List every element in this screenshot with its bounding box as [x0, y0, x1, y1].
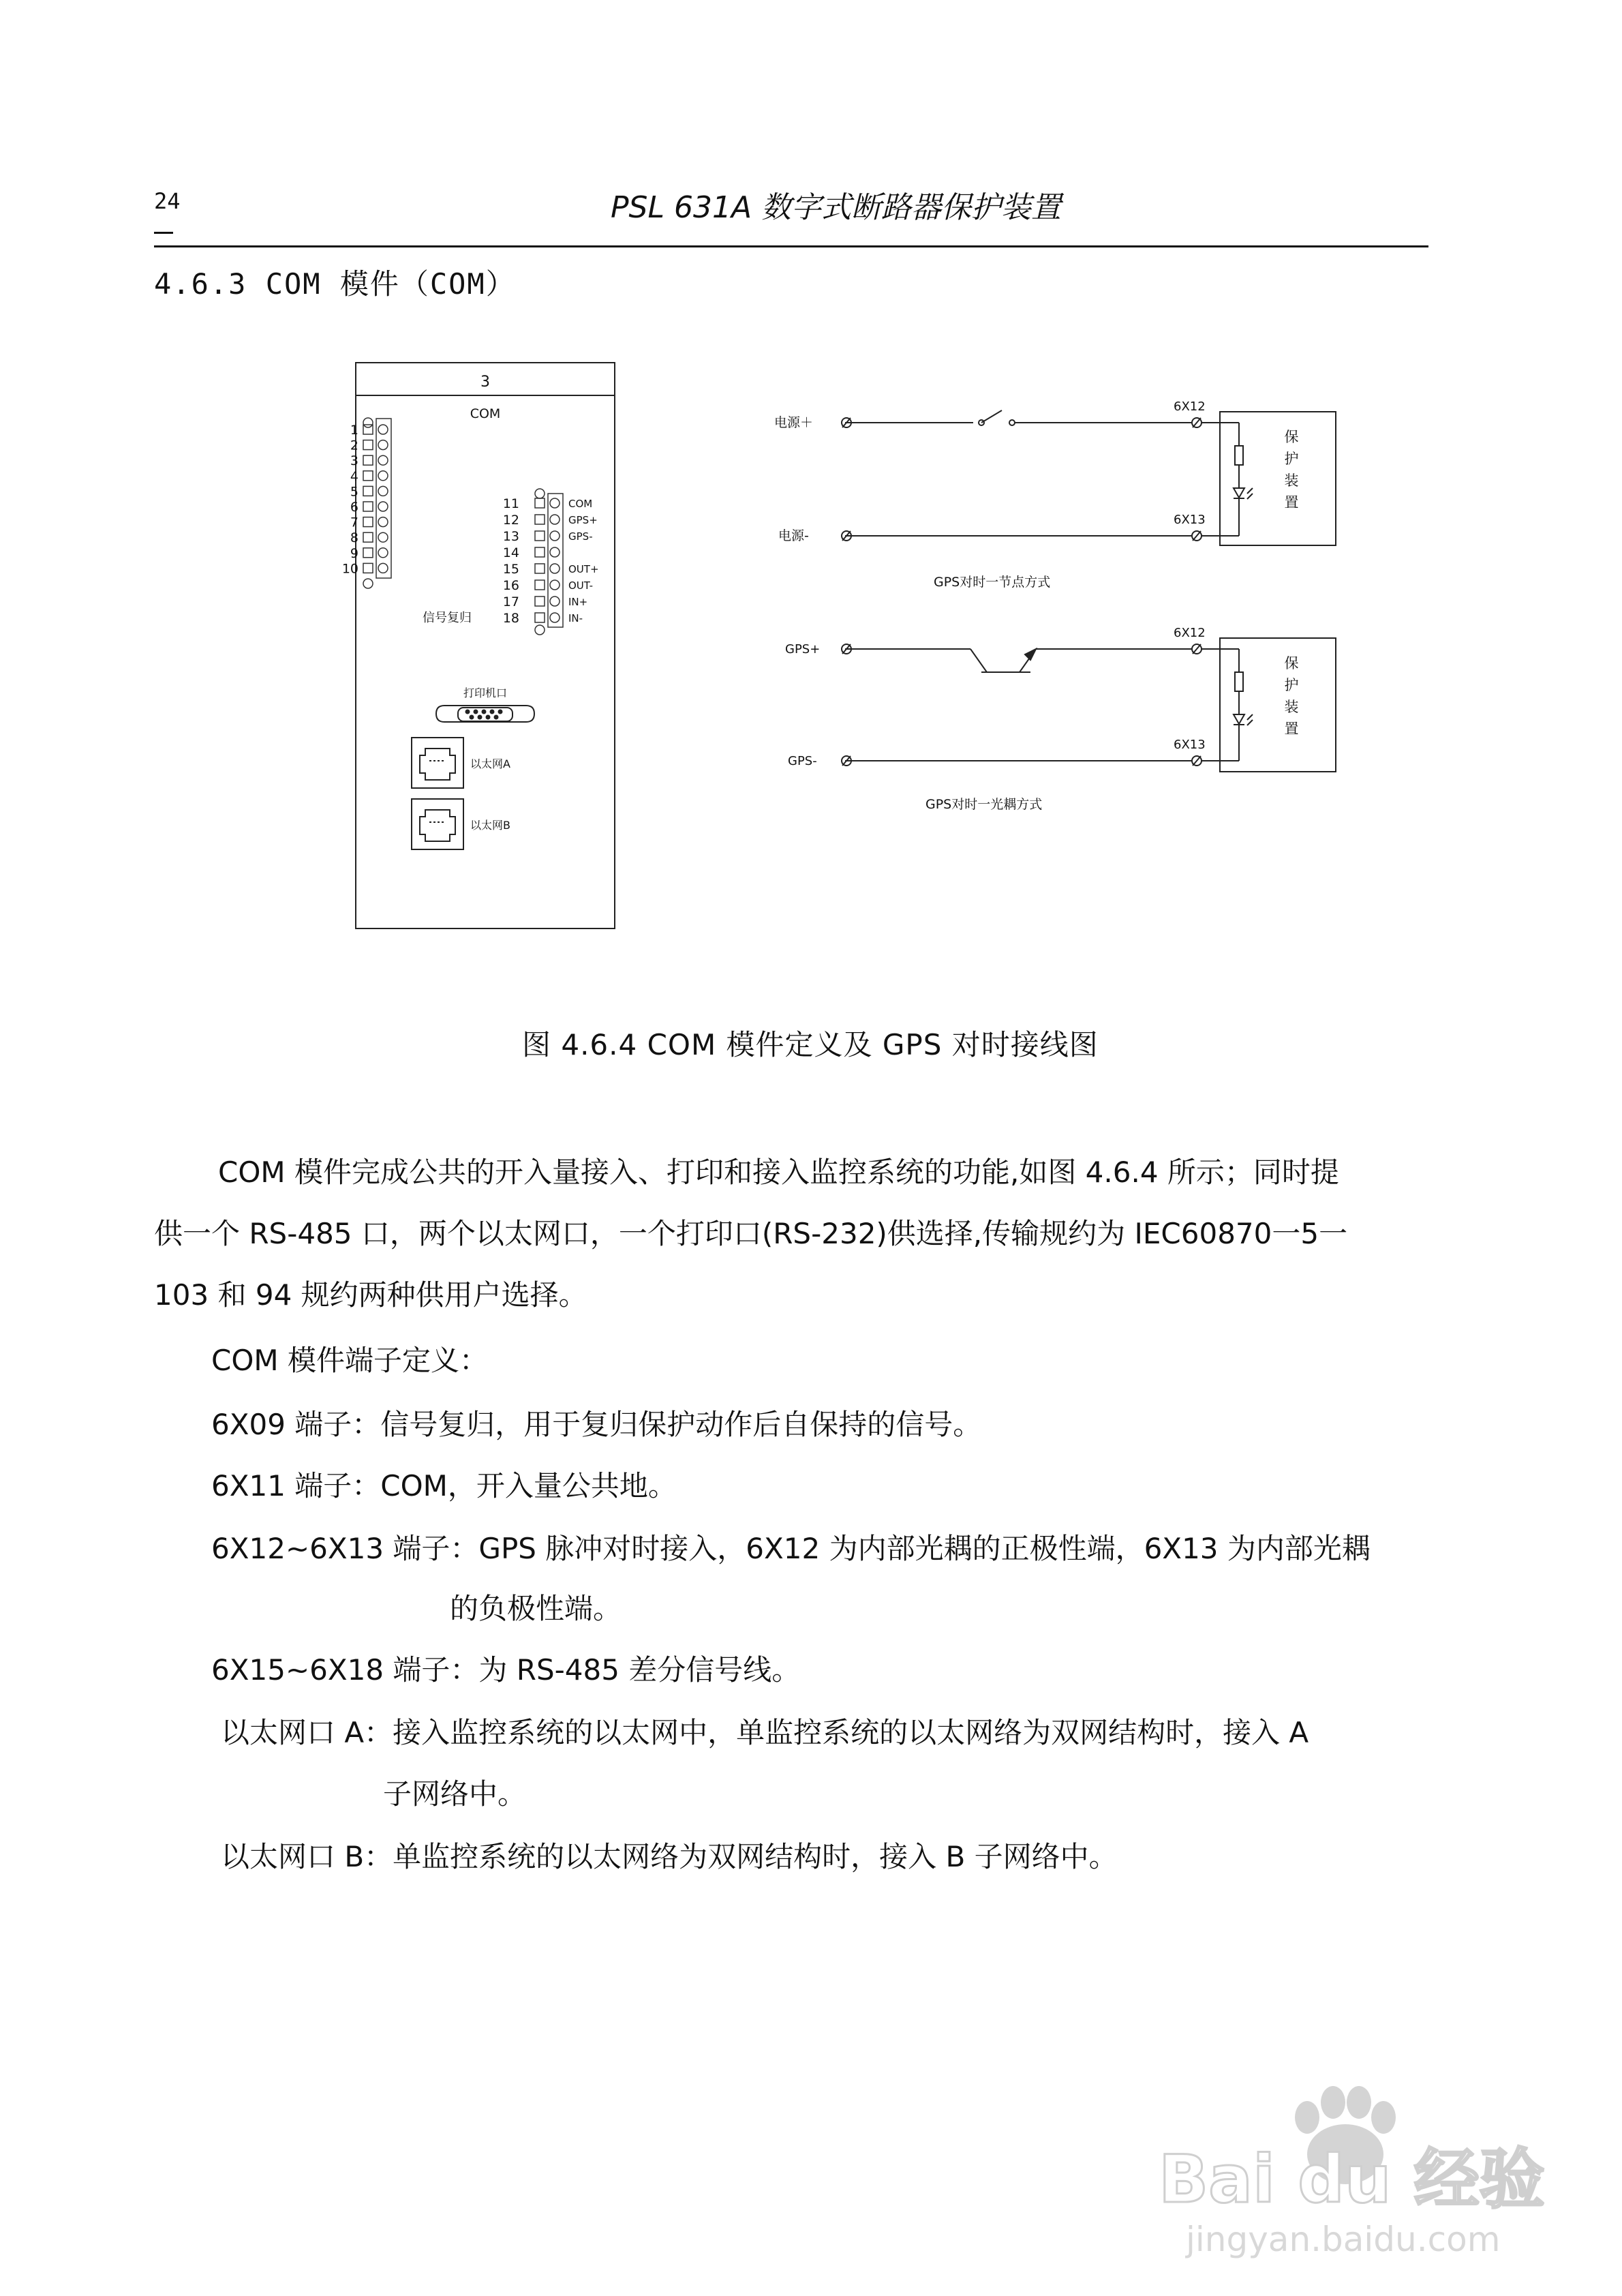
left-terminal-number: 7	[350, 515, 358, 530]
right-terminal-label: GPS+	[568, 514, 598, 526]
terminal-definition-item: 6X11 端子：COM，开入量公共地。	[211, 1469, 677, 1502]
right-terminal-label: OUT+	[568, 563, 599, 575]
figure-com-module-gps-wiring	[341, 354, 1404, 954]
gps-plus-label: GPS+	[785, 642, 821, 656]
right-terminal-number: 16	[502, 578, 519, 593]
printer-port-label: 打印机口	[463, 686, 508, 699]
db9-printer-port-icon	[436, 706, 534, 722]
left-terminal-screw	[378, 440, 388, 450]
section-heading: 4.6.3 COM 模件（COM）	[154, 267, 516, 301]
right-terminal-screw	[550, 596, 560, 606]
right-terminal-label: IN+	[568, 596, 588, 608]
right-connector-body	[548, 494, 563, 627]
device-label-char: 护	[1284, 451, 1299, 467]
left-terminal-screw	[378, 486, 388, 496]
right-terminal-block	[535, 489, 563, 635]
figure-caption: 图 4.6.4 COM 模件定义及 GPS 对时接线图	[522, 1028, 1099, 1061]
right-terminal-square	[535, 596, 545, 606]
left-terminal-number: 5	[350, 484, 358, 500]
right-terminal-screw	[550, 498, 560, 508]
left-block-screw-bottom	[363, 579, 373, 588]
right-terminal-screw	[550, 515, 560, 524]
device-label-char: 护	[1284, 677, 1299, 693]
right-terminal-screw	[550, 531, 560, 541]
right-terminal-number: 14	[502, 545, 519, 560]
gps-optocoupler-wiring-diagram	[845, 638, 1336, 772]
left-terminal-number: 10	[341, 561, 358, 577]
terminal-definition-item: 以太网口 A：接入监控系统的以太网中，单监控系统的以太网络为双网结构时，接入 A	[221, 1716, 1309, 1749]
left-terminal-number: 2	[350, 438, 358, 453]
paragraph-line: 供一个 RS-485 口，两个以太网口，一个打印口(RS-232)供选择,传输规约为 IEC60870一5一	[154, 1217, 1348, 1250]
left-terminal-block	[363, 418, 391, 588]
terminal-6x12-label-2: 6X12	[1174, 626, 1206, 640]
device-label-char: 装	[1284, 472, 1299, 489]
gps-node-caption: GPS对时一节点方式	[934, 575, 1051, 590]
left-terminal-number: 4	[350, 468, 358, 484]
right-terminal-number: 17	[502, 594, 519, 609]
left-terminal-number: 9	[350, 545, 358, 561]
terminal-6x12-label-1: 6X12	[1174, 399, 1206, 414]
right-terminal-screw	[550, 580, 560, 590]
right-terminal-label: OUT-	[568, 579, 593, 592]
left-terminal-square	[363, 517, 373, 527]
right-terminal-number: 12	[502, 513, 519, 528]
left-block-screw-top	[363, 418, 373, 427]
left-terminal-screw	[378, 548, 388, 558]
right-terminal-square	[535, 547, 545, 557]
right-terminal-square	[535, 580, 545, 590]
terminal-definition-item: 6X15~6X18 端子：为 RS-485 差分信号线。	[211, 1653, 801, 1687]
running-header-title: PSL 631A 数字式断路器保护装置	[611, 190, 1062, 225]
device-label-char: 置	[1284, 494, 1299, 511]
left-terminal-screw	[378, 532, 388, 542]
device-label-char: 保	[1284, 429, 1299, 445]
power-minus-label: 电源-	[778, 528, 809, 543]
terminal-6x13-label-1: 6X13	[1174, 513, 1206, 527]
left-terminal-square	[363, 563, 373, 573]
left-terminal-square	[363, 548, 373, 558]
left-terminal-square	[363, 455, 373, 465]
right-terminal-label: IN-	[568, 612, 583, 624]
left-terminal-screw	[378, 471, 388, 481]
left-terminal-square	[363, 502, 373, 511]
right-terminal-number: 11	[502, 496, 519, 511]
ethernet-a-label: 以太网A	[470, 757, 510, 770]
right-terminal-screw	[550, 547, 560, 557]
device-label-char: 装	[1284, 699, 1299, 715]
terminal-definition-item: 以太网口 B：单监控系统的以太网络为双网结构时，接入 B 子网络中。	[221, 1840, 1118, 1873]
terminal-definition-continuation: 的负极性端。	[450, 1592, 622, 1625]
left-terminal-screw	[378, 563, 388, 573]
right-terminal-number: 13	[502, 529, 519, 544]
watermark-url: jingyan.baidu.com	[1186, 2220, 1501, 2259]
module-name: COM	[470, 406, 501, 421]
paragraph-line: 103 和 94 规约两种供用户选择。	[154, 1278, 587, 1312]
left-terminal-square	[363, 486, 373, 496]
right-terminal-square	[535, 498, 545, 508]
right-terminal-screw	[550, 564, 560, 573]
terminal-definition-item: 6X09 端子：信号复归，用于复归保护动作后自保持的信号。	[211, 1408, 982, 1441]
left-terminal-square	[363, 440, 373, 450]
left-terminal-number: 8	[350, 530, 358, 546]
terminal-definition-continuation: 子网络中。	[383, 1777, 527, 1811]
page-number-underline	[154, 232, 173, 234]
left-terminal-screw	[378, 425, 388, 434]
right-terminal-square	[535, 531, 545, 541]
gps-minus-label: GPS-	[788, 754, 817, 768]
module-panel	[356, 363, 615, 928]
page-number: 24	[154, 188, 181, 214]
right-terminal-square	[535, 564, 545, 573]
right-terminal-label: GPS-	[568, 530, 593, 543]
left-terminal-number: 6	[350, 500, 358, 515]
gps-optocoupler-caption: GPS对时一光耦方式	[925, 797, 1043, 812]
right-terminal-number: 15	[502, 562, 519, 577]
baidu-jingyan-watermark	[1145, 2072, 1554, 2277]
terminal-symbols-2	[842, 644, 1202, 766]
terminal-definition-heading: COM 模件端子定义：	[211, 1344, 488, 1377]
right-terminal-label: COM	[568, 498, 593, 510]
ethernet-port-a-icon	[412, 738, 463, 788]
right-block-screw-top	[535, 489, 545, 498]
left-terminal-screw	[378, 517, 388, 527]
terminal-6x13-label-2: 6X13	[1174, 738, 1206, 752]
device-label-char: 置	[1284, 721, 1299, 737]
ethernet-b-label: 以太网B	[470, 819, 510, 832]
header-rule	[154, 245, 1428, 247]
right-terminal-square	[535, 515, 545, 524]
right-terminal-screw	[550, 613, 560, 622]
device-label-char: 保	[1284, 655, 1299, 671]
ethernet-port-b-icon	[412, 799, 463, 849]
reset-signal-label: 信号复归	[423, 611, 472, 625]
terminal-definition-item: 6X12~6X13 端子：GPS 脉冲对时接入，6X12 为内部光耦的正极性端，6X13 为内部光耦	[211, 1532, 1371, 1565]
right-terminal-square	[535, 613, 545, 622]
left-terminal-number: 3	[350, 453, 358, 469]
left-terminal-square	[363, 471, 373, 481]
paragraph-line: COM 模件完成公共的开入量接入、打印和接入监控系统的功能,如图 4.6.4 所示；同时提	[218, 1155, 1339, 1189]
left-terminal-screw	[378, 502, 388, 511]
left-terminal-number: 1	[350, 423, 358, 438]
left-terminal-square	[363, 532, 373, 542]
module-slot-number: 3	[480, 374, 490, 391]
power-plus-label: 电源＋	[774, 415, 814, 430]
gps-node-wiring-diagram	[845, 410, 1336, 545]
watermark-brand: Bai du 经验	[1159, 2141, 1545, 2218]
right-block-screw-bottom	[535, 625, 545, 635]
right-terminal-number: 18	[502, 611, 519, 626]
left-terminal-screw	[378, 455, 388, 465]
terminal-symbols-1	[842, 418, 1202, 541]
